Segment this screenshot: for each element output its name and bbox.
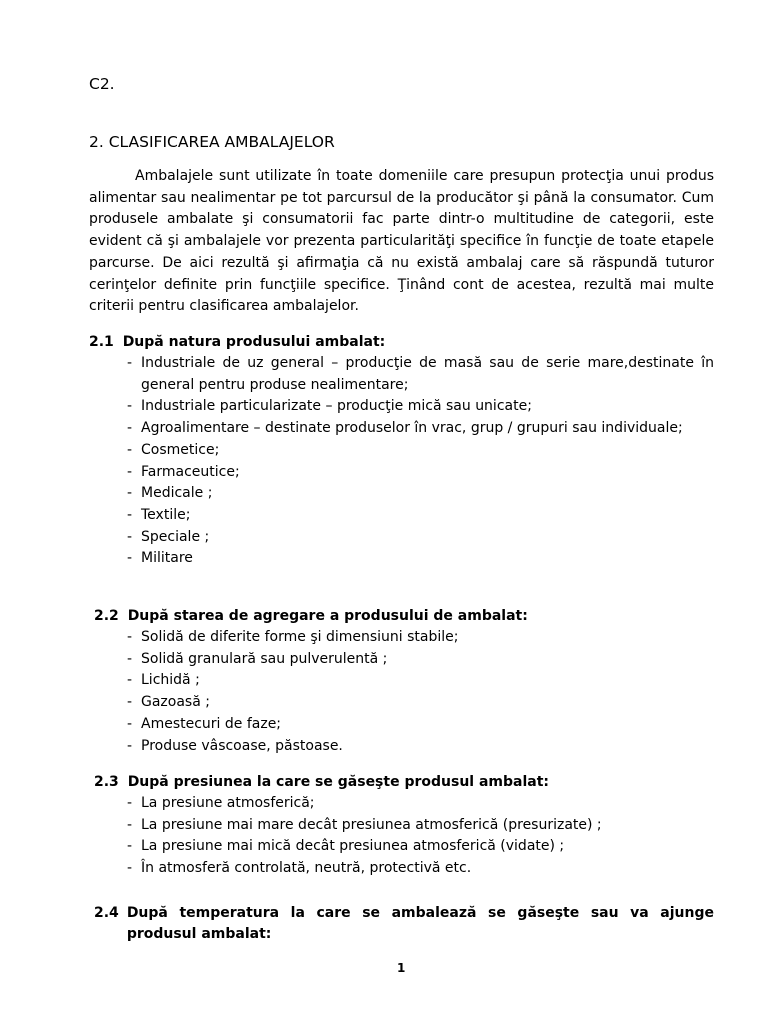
dash-marker: - — [127, 838, 133, 855]
dash-marker: - — [127, 441, 133, 458]
list-item — [127, 793, 714, 815]
list-item — [127, 692, 714, 714]
list-item — [127, 440, 714, 462]
list-item — [127, 736, 714, 758]
section-list — [127, 353, 714, 570]
intro-paragraph: Ambalajele sunt utilizate în toate domeniile care presupun protecţia unui produs alimentar sau nealimentar pe tot parcursul de la producător şi până la consumator. Cum produsele ambalate şi consumatorii fac parte dintr-o multitudine de categorii, este evident că şi ambalajele vor prezenta particularităţi specifice în funcţie de toate etapele parcurse. De aici rezultă şi afirmaţia că nu există ambalaj care să răspundă tuturor cerinţelor definite prin funcţiile specifice. Ţinând cont de acestea, rezultă mai multe criterii pentru clasificarea ambalajelor. — [89, 168, 714, 315]
page-number: 1 — [397, 961, 406, 975]
list-item-text: Textile; — [141, 506, 191, 523]
list-item — [127, 548, 714, 570]
list-item-text: La presiune atmosferică; — [141, 795, 315, 811]
dash-marker: - — [127, 528, 133, 545]
section-heading-text: După starea de agregare a produsului de ambalat: — [127, 608, 528, 624]
list-item — [127, 649, 714, 671]
list-item-text: Industriale particularizate – producţie mică sau unicate; — [141, 398, 532, 415]
section-list — [127, 793, 714, 880]
section-number: 2.4 — [94, 905, 119, 921]
section-2-2 — [0, 606, 768, 757]
dash-marker: - — [127, 420, 133, 437]
dash-marker: - — [127, 816, 133, 833]
list-item — [127, 836, 714, 858]
list-item — [127, 527, 714, 549]
list-item — [127, 396, 714, 418]
list-item-text: Lichidă ; — [141, 672, 200, 689]
section-heading — [0, 903, 714, 945]
dash-marker: - — [127, 398, 133, 415]
section-heading — [0, 606, 768, 627]
list-item — [127, 714, 714, 736]
list-item — [127, 418, 714, 440]
list-item — [127, 353, 714, 396]
dash-marker: - — [127, 715, 133, 732]
dash-marker: - — [127, 550, 133, 567]
section-number: 2.3 — [94, 774, 119, 790]
section-2-4 — [0, 903, 768, 945]
dash-marker: - — [127, 629, 133, 645]
section-2-1 — [0, 332, 768, 570]
list-item-text: Amestecuri de faze; — [141, 715, 282, 732]
list-item — [127, 505, 714, 527]
list-item-text: În atmosferă controlată, neutră, protectivă etc. — [141, 860, 472, 877]
dash-marker: - — [127, 506, 133, 523]
dash-marker: - — [127, 860, 133, 877]
chapter-code: C2. — [89, 75, 115, 93]
section-heading-text: După natura produsului ambalat: — [122, 334, 386, 350]
dash-marker: - — [127, 737, 133, 754]
list-item-text: La presiune mai mică decât presiunea atmosferică (vidate) ; — [141, 838, 565, 855]
list-item — [127, 815, 714, 837]
list-item — [127, 627, 714, 649]
list-item — [127, 670, 714, 692]
list-item-text: Medicale ; — [141, 485, 213, 502]
list-item-text: Militare — [141, 550, 193, 567]
section-list — [127, 627, 714, 757]
section-heading — [0, 332, 768, 353]
dash-marker: - — [127, 355, 133, 371]
dash-marker: - — [127, 485, 133, 502]
section-heading-text: După temperatura la care se ambalează se găseşte sau va ajunge produsul ambalat: — [126, 905, 714, 942]
dash-marker: - — [127, 650, 133, 667]
list-item-text: Produse vâscoase, păstoase. — [141, 737, 343, 754]
section-heading — [0, 772, 768, 793]
list-item-text: Cosmetice; — [141, 441, 220, 458]
list-item-text: Gazoasă ; — [141, 694, 210, 711]
dash-marker: - — [127, 795, 133, 811]
dash-marker: - — [127, 672, 133, 689]
list-item — [127, 858, 714, 880]
section-number: 2.1 — [89, 334, 114, 350]
section-heading-text: După presiunea la care se găseşte produsul ambalat: — [127, 774, 549, 790]
dash-marker: - — [127, 463, 133, 480]
dash-marker: - — [127, 694, 133, 711]
list-item-text: Industriale de uz general – producţie de masă sau de serie mare,destinate în general pentru produse nealimentare; — [141, 355, 714, 393]
list-item-text: Speciale ; — [141, 528, 210, 545]
list-item-text: La presiune mai mare decât presiunea atmosferică (presurizate) ; — [141, 816, 602, 833]
list-item-text: Agroalimentare – destinate produselor în vrac, grup / grupuri sau individuale; — [141, 420, 683, 437]
list-item-text: Farmaceutice; — [141, 463, 240, 480]
section-number: 2.2 — [94, 608, 119, 624]
list-item-text: Solidă granulară sau pulverulentă ; — [141, 650, 388, 667]
list-item — [127, 462, 714, 484]
list-item — [127, 483, 714, 505]
chapter-title: 2. CLASIFICAREA AMBALAJELOR — [89, 133, 335, 151]
list-item-text: Solidă de diferite forme şi dimensiuni stabile; — [141, 629, 459, 645]
section-2-3 — [0, 772, 768, 880]
